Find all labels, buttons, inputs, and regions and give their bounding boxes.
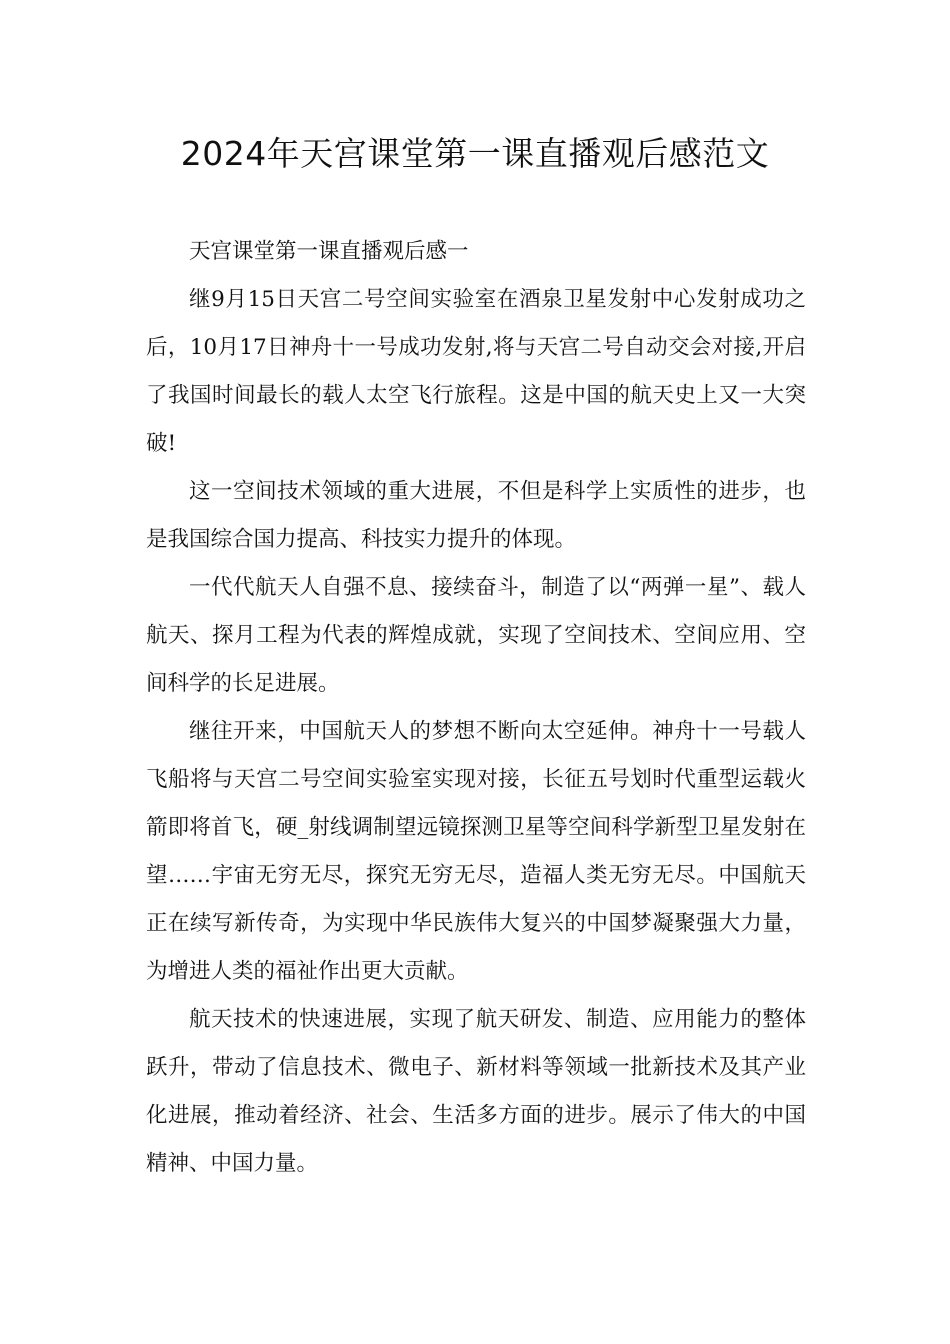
section-heading: 天宫课堂第一课直播观后感一 xyxy=(189,239,469,264)
paragraph-2: 这一空间技术领域的重大进展，不但是科学上实质性的进步，也是我国综合国力提高、科技实力提升的体现。 xyxy=(146,479,806,552)
paragraph-1: 继9月15日天宫二号空间实验室在酒泉卫星发射中心发射成功之后，10月17日神舟十一号成功发射,将与天宫二号自动交会对接,开启了我国时间最长的载人太空飞行旅程。这是中国的航天史上又一大突破! xyxy=(146,287,806,456)
paragraph-5: 航天技术的快速进展，实现了航天研发、制造、应用能力的整体跃升，带动了信息技术、微电子、新材料等领域一批新技术及其产业化进展，推动着经济、社会、生活多方面的进步。展示了伟大的中国精神、中国力量。 xyxy=(146,1007,806,1176)
paragraph-3: 一代代航天人自强不息、接续奋斗，制造了以“两弹一星”、载人航天、探月工程为代表的辉煌成就，实现了空间技术、空间应用、空间科学的长足进展。 xyxy=(146,575,806,696)
document-body xyxy=(146,228,806,1188)
document-title: 2024年天宫课堂第一课直播观后感范文 xyxy=(180,134,770,173)
paragraph-4: 继往开来，中国航天人的梦想不断向太空延伸。神舟十一号载人飞船将与天宫二号空间实验室实现对接，长征五号划时代重型运载火箭即将首飞，硬_射线调制望远镜探测卫星等空间科学新型卫星发射在望……宇宙无穷无尽，探究无穷无尽，造福人类无穷无尽。中国航天正在续写新传奇，为实现中华民族伟大复兴的中国梦凝聚强大力量，为增进人类的福祉作出更大贡献。 xyxy=(146,719,806,984)
